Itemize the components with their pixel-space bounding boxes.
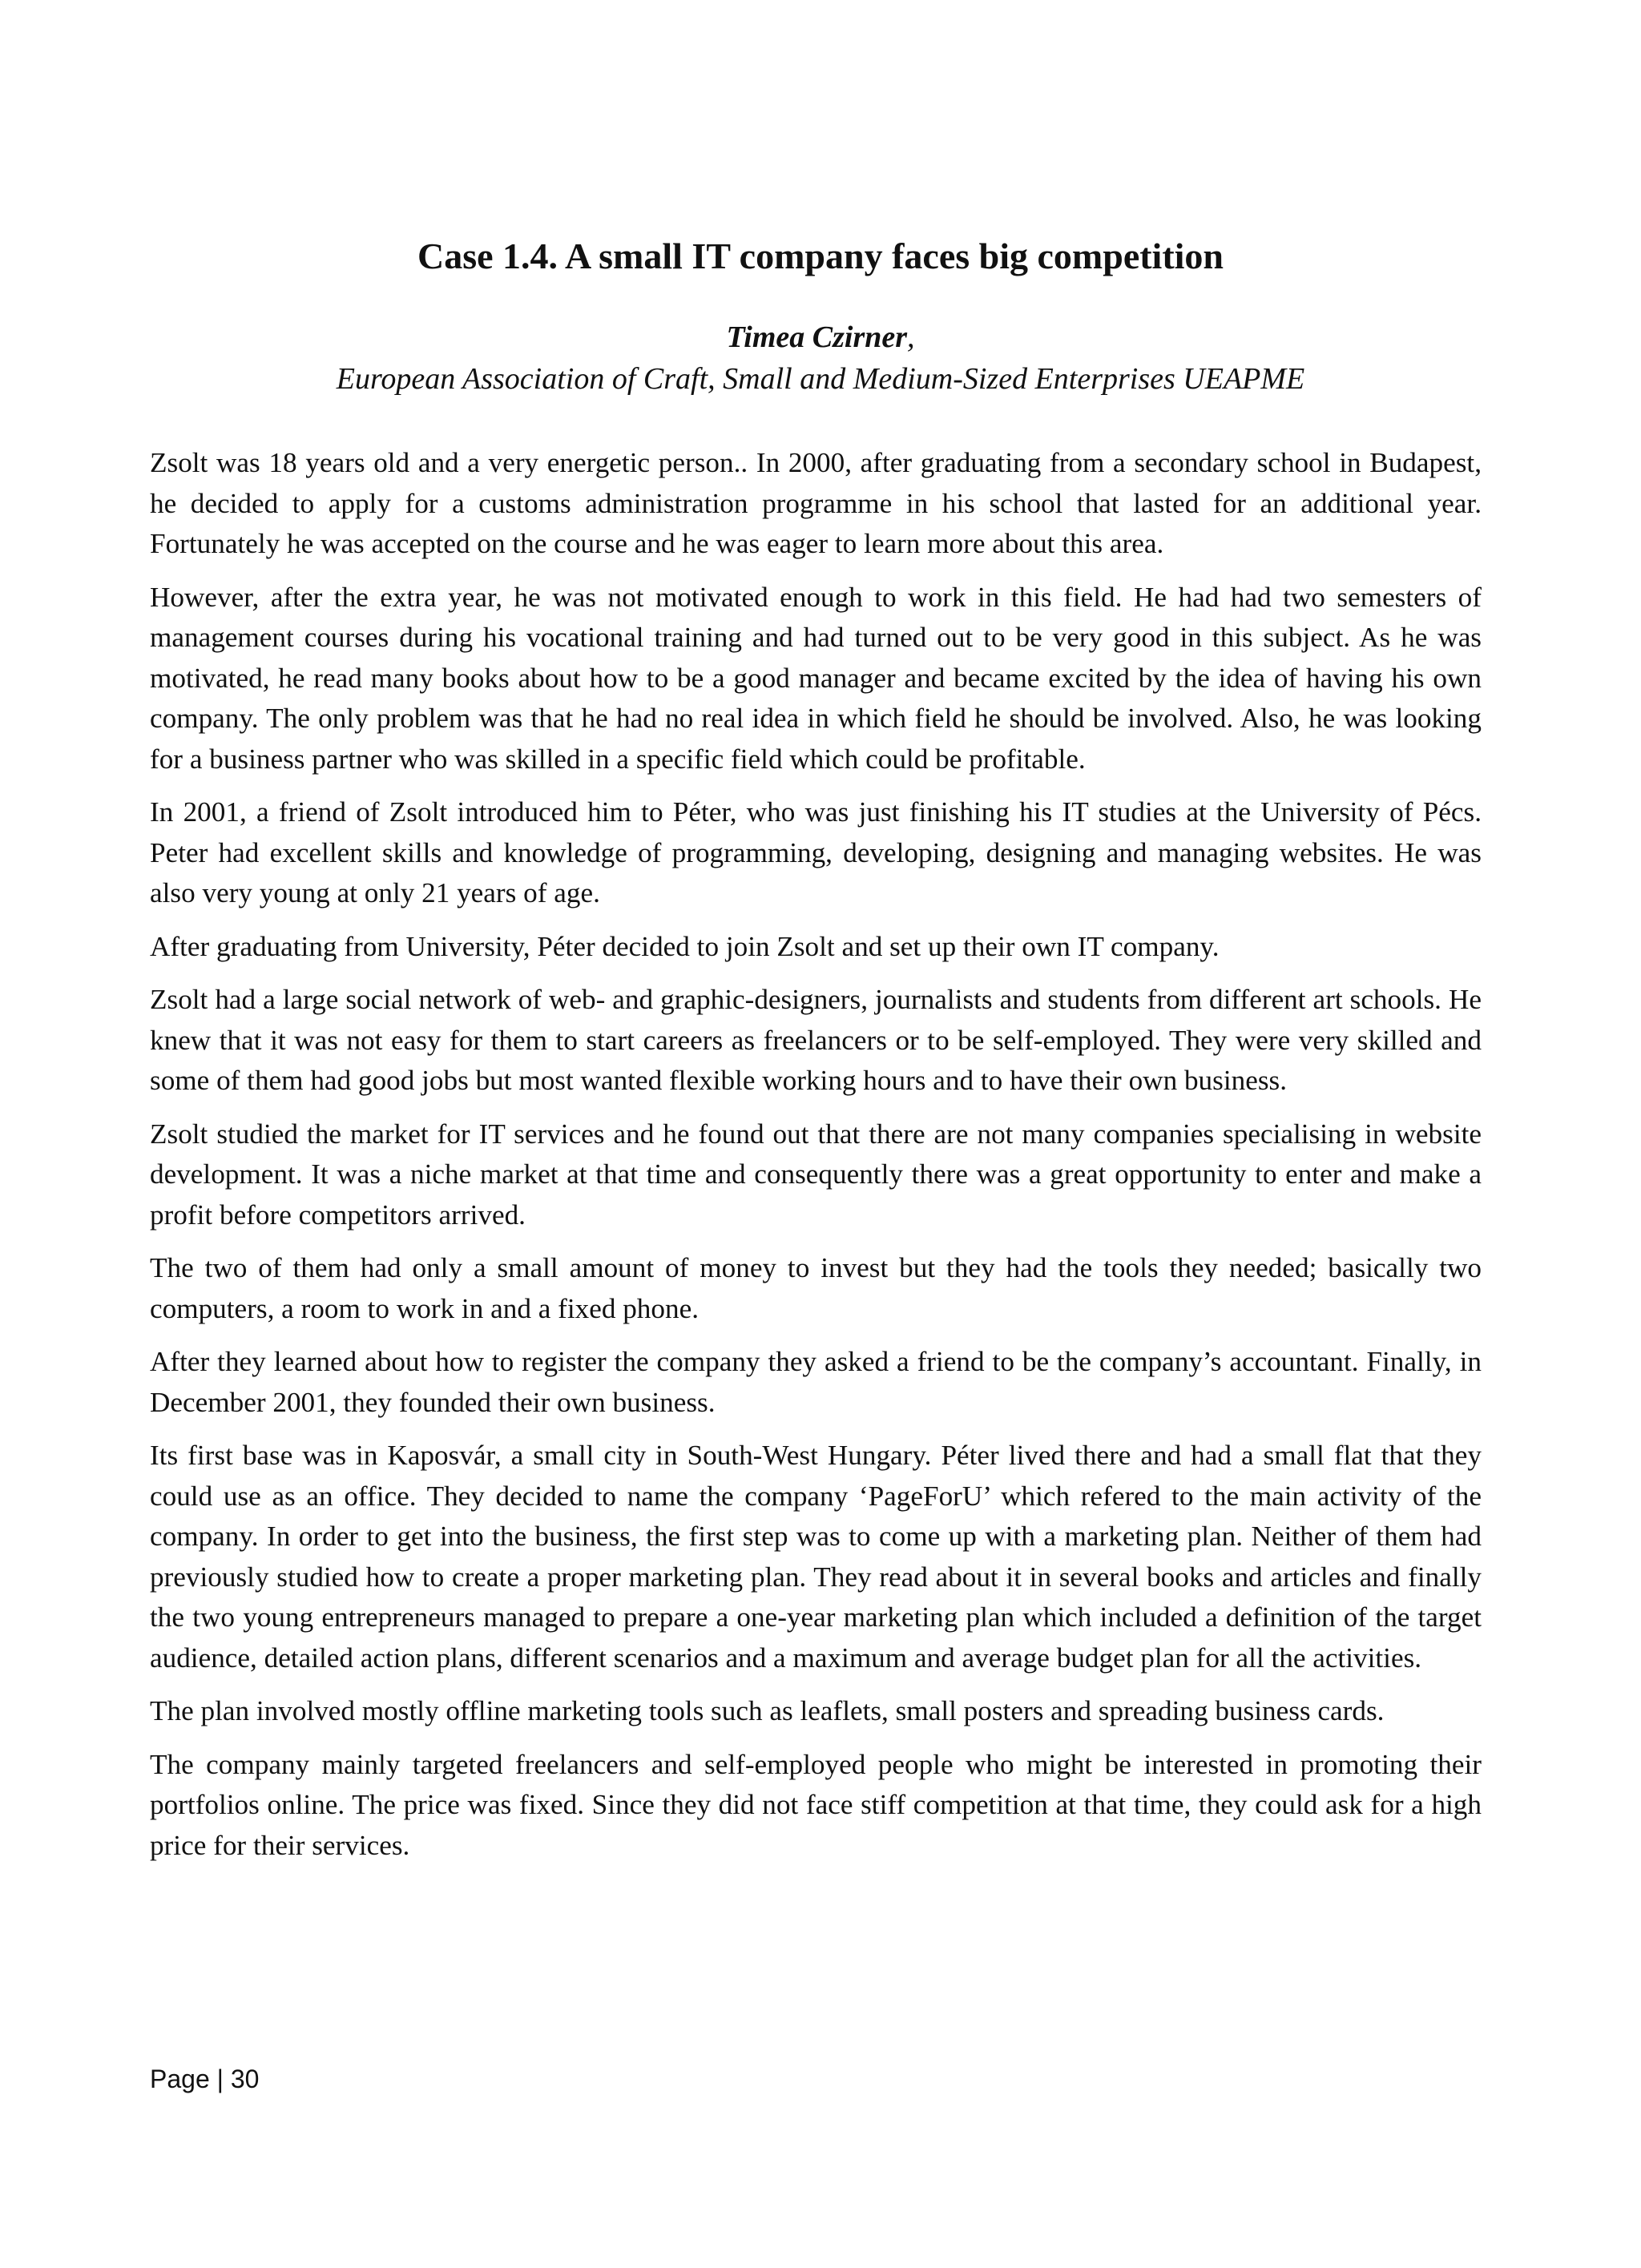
paragraph-9: Its first base was in Kaposvár, a small city in South-West Hungary. Péter lived there and had a small flat that they could use as an office. They decided to name the company ‘PageForU’ which refered to the main activity of the company. In order to get into the business, the first step was to come up with a marketing plan. Neither of them had previously studied how to create a proper marketing plan. They read about it in several books and articles and finally the two young entrepreneurs managed to prepare a one-year marketing plan which included a definition of the target audience, detailed action plans, different scenarios and a maximum and average budget plan for all the activities.	[150, 1440, 1482, 1674]
author-name: Timea Czirner	[726, 320, 908, 354]
author-separator: ,	[907, 320, 915, 354]
author-line	[0, 316, 1641, 358]
paragraph-10: The plan involved mostly offline marketing tools such as leaflets, small posters and spreading business cards.	[150, 1695, 1385, 1726]
author-block	[0, 316, 1641, 400]
paragraph-3: In 2001, a friend of Zsolt introduced him to Péter, who was just finishing his IT studies at the University of Pécs. Peter had excellent skills and knowledge of programming, developing, designing and managing websites. He was also very young at only 21 years of age.	[150, 796, 1482, 908]
case-title: Case 1.4. A small IT company faces big competition	[417, 236, 1224, 276]
paragraph-2: However, after the extra year, he was not motivated enough to work in this field. He had had two semesters of management courses during his vocational training and had turned out to be very good in this subject. As he was motivated, he read many books about how to be a good manager and became excited by the idea of having his own company. The only problem was that he had no real idea in which field he should be involved. Also, he was looking for a business partner who was skilled in a specific field which could be profitable.	[150, 581, 1482, 775]
page-footer: Page | 30	[150, 2065, 260, 2093]
paragraph-7: The two of them had only a small amount of money to invest but they had the tools they needed; basically two computers, a room to work in and a fixed phone.	[150, 1252, 1482, 1324]
paragraph-1: Zsolt was 18 years old and a very energetic person.. In 2000, after graduating from a secondary school in Budapest, he decided to apply for a customs administration programme in his school that lasted for an additional year. Fortunately he was accepted on the course and he was eager to learn more about this area.	[150, 447, 1482, 559]
paragraph-5: Zsolt had a large social network of web- and graphic-designers, journalists and students from different art schools. He knew that it was not easy for them to start careers as freelancers or to be self-employed. They were very skilled and some of them had good jobs but most wanted flexible working hours and to have their own business.	[150, 984, 1482, 1096]
paragraph-4: After graduating from University, Péter decided to join Zsolt and set up their own IT company.	[150, 930, 1220, 962]
paragraph-8: After they learned about how to register the company they asked a friend to be the company’s accountant. Finally, in December 2001, they founded their own business.	[150, 1346, 1482, 1418]
paragraph-11: The company mainly targeted freelancers and self-employed people who might be interested in promoting their portfolios online. The price was fixed. Since they did not face stiff competition at that time, they could ask for a high price for their services.	[150, 1748, 1482, 1861]
body-text	[150, 443, 1482, 1879]
author-affiliation: European Association of Craft, Small and Medium-Sized Enterprises UEAPME	[336, 362, 1305, 396]
paragraph-6: Zsolt studied the market for IT services and he found out that there are not many companies specialising in website development. It was a niche market at that time and consequently there was a great opportunity to enter and make a profit before competitors arrived.	[150, 1118, 1482, 1231]
